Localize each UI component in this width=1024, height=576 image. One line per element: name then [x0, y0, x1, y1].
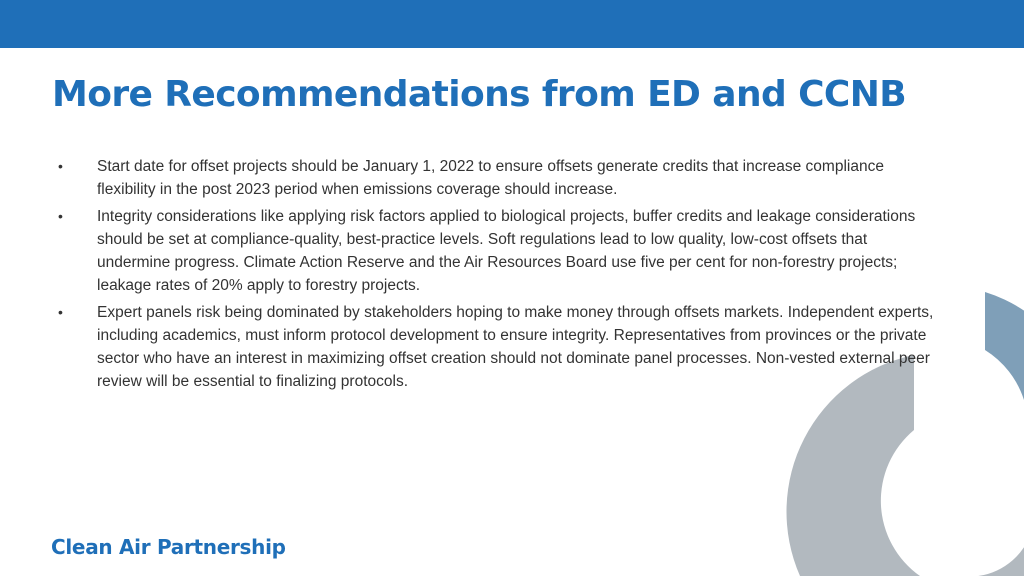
bullet-marker: • [58, 304, 63, 320]
swirl-arc-gray-bottom [960, 474, 1024, 576]
bullet-marker: • [58, 158, 63, 174]
bullet-list [58, 155, 938, 397]
bullet-item [58, 205, 938, 297]
top-accent-bar [0, 0, 1024, 48]
bullet-text: Start date for offset projects should be January 1, 2022 to ensure offsets generate credits that increase compliance flexibility in the post 2023 period when emissions coverage should increase. [97, 158, 884, 198]
bullet-text: Integrity considerations like applying risk factors applied to biological projects, buffer credits and leakage considerations should be set at compliance-quality, best-practice levels. Soft regulations lead to low quality, low-cost offsets that undermine progress. Climate Action Reserve and the Air Resources Board use five per cent for non-forestry projects; leakage rates of 20% apply to forestry projects. [97, 208, 916, 294]
brand-logo: Clean Air Partnership [51, 535, 286, 559]
bullet-text: Expert panels risk being dominated by stakeholders hoping to make money through offsets markets. Independent experts, including academics, must inform protocol development to ensure integrity. Representatives from provinces or the private sector who have an interest in maximizing offset creation should not dominate panel processes. Non-vested external peer review will be essential to finalizing protocols. [97, 304, 934, 390]
slide-title: More Recommendations from ED and CCNB [52, 74, 907, 115]
bullet-marker: • [58, 208, 63, 224]
bullet-item [58, 301, 938, 393]
swirl-arc-blue-right [985, 292, 1024, 560]
bullet-item [58, 155, 938, 201]
